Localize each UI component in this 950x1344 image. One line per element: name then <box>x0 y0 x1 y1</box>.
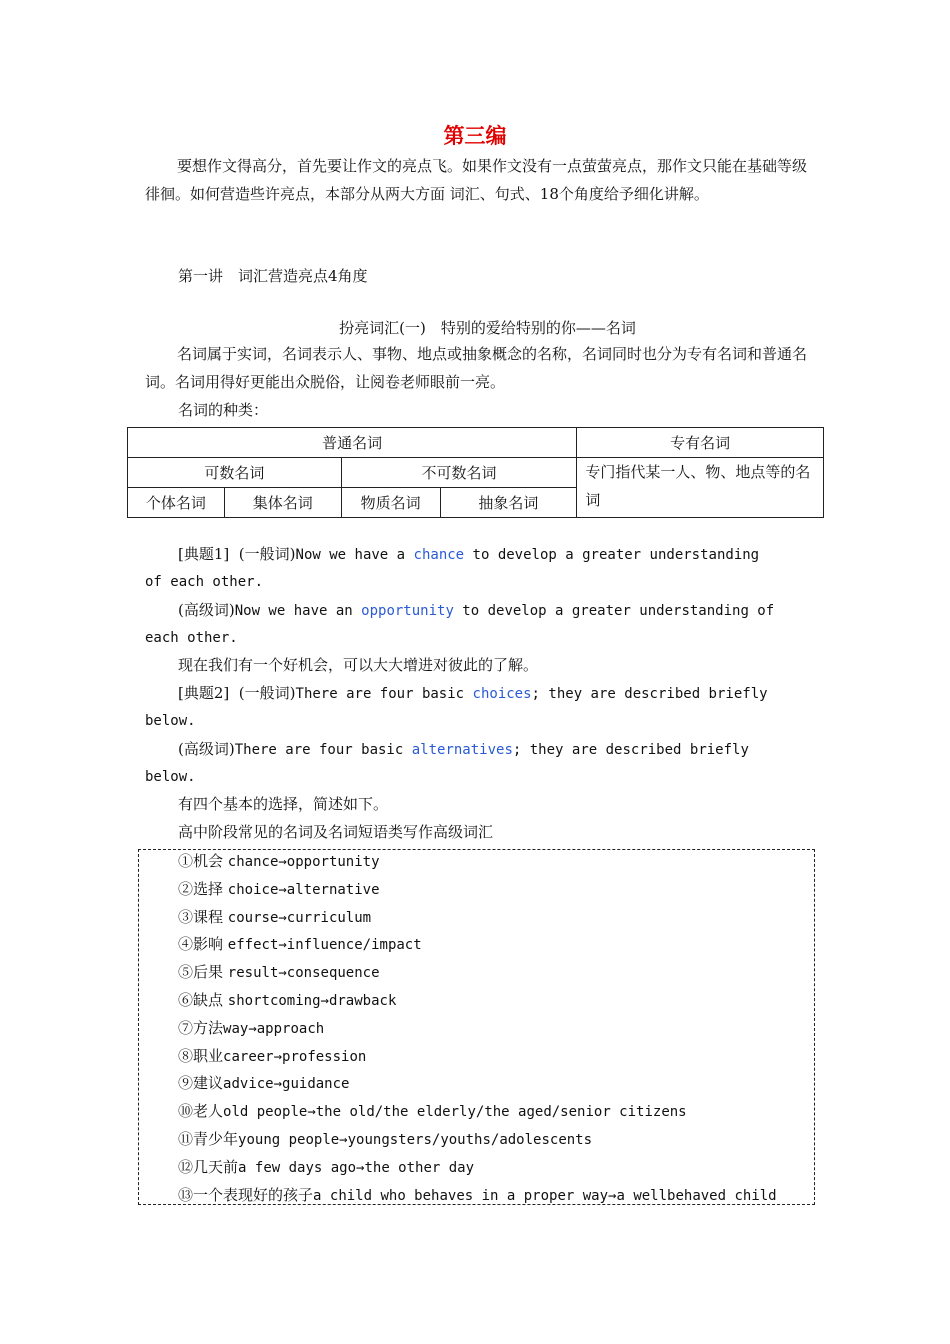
vocab-number: ⑨ <box>178 1074 194 1093</box>
table-cell-common: 普通名词 <box>128 428 577 458</box>
vocab-english: career→profession <box>223 1048 367 1065</box>
vocab-number: ⑩ <box>178 1102 194 1121</box>
advanced-tag: (高级词) <box>178 601 235 619</box>
vocab-item <box>178 1129 592 1150</box>
sentence-part: There are four basic <box>295 686 473 702</box>
vocab-number: ⑥ <box>178 991 194 1009</box>
vocab-heading: 高中阶段常见的名词及名词短语类写作高级词汇 <box>178 823 494 841</box>
example-1-general-cont: of each other. <box>145 574 264 590</box>
vocab-english: advice→guidance <box>223 1076 350 1093</box>
vocab-item <box>178 851 380 872</box>
highlight-word: choices <box>472 686 532 702</box>
general-tag: (一般词) <box>238 684 296 702</box>
vocab-english: effect→influence/impact <box>227 937 422 954</box>
table-cell-material: 物质名词 <box>341 488 440 518</box>
vocab-chinese: 课程 <box>193 907 228 926</box>
vocab-item <box>178 1073 349 1094</box>
vocab-chinese: 一个表现好的孩子 <box>193 1185 314 1204</box>
vocab-english: shortcoming→drawback <box>227 993 397 1009</box>
vocab-item <box>178 1185 777 1206</box>
example-1-translation: 现在我们有一个好机会，可以大大增进对彼此的了解。 <box>178 656 539 674</box>
highlight-word: opportunity <box>361 603 454 619</box>
vocab-english: a few days ago→the other day <box>238 1159 475 1176</box>
vocab-number: ② <box>178 879 194 898</box>
vocab-english: young people→youngsters/youths/adolescents <box>238 1132 593 1148</box>
vocab-chinese: 方法 <box>193 1018 224 1037</box>
sentence-part: to develop a greater understanding of <box>453 603 775 619</box>
vocab-chinese: 机会 <box>193 852 228 870</box>
vocab-english: way→approach <box>223 1020 325 1037</box>
vocab-item <box>178 1018 324 1039</box>
vocab-number: ④ <box>178 935 194 954</box>
vocab-number: ⑬ <box>178 1185 194 1204</box>
table-cell-uncountable: 不可数名词 <box>341 458 577 488</box>
vocab-chinese: 选择 <box>193 879 228 898</box>
example-1-general <box>178 540 759 569</box>
vocab-item <box>178 879 380 900</box>
example-2-general-cont: below. <box>145 713 196 729</box>
vocab-item <box>178 907 371 928</box>
example-2-advanced <box>178 735 749 764</box>
sentence-part: ; they are described briefly <box>512 742 749 758</box>
example-2-advanced-cont: below. <box>145 769 196 785</box>
vocab-chinese: 老人 <box>193 1102 224 1121</box>
vocab-english: course→curriculum <box>227 909 372 926</box>
vocab-chinese: 几天前 <box>193 1157 239 1176</box>
lecture-heading: 第一讲 词汇营造亮点4角度 <box>178 267 368 285</box>
vocab-number: ① <box>178 852 194 870</box>
highlight-word: chance <box>413 547 465 563</box>
table-cell-proper-desc: 专门指代某一人、物、地点等的名词 <box>577 458 824 518</box>
vocab-english: a child who behaves in a proper way→a wellbehaved child <box>313 1187 777 1204</box>
vocab-english: chance→opportunity <box>227 854 380 870</box>
vocab-number: ⑤ <box>178 963 194 982</box>
page-title: 第三编 <box>443 123 507 148</box>
vocab-item <box>178 962 380 983</box>
vocab-english: result→consequence <box>227 965 380 982</box>
vocab-english: old people→the old/the elderly/the aged/senior citizens <box>223 1104 687 1121</box>
sentence-part: to develop a greater understanding <box>464 547 760 563</box>
general-tag: (一般词) <box>238 545 296 563</box>
sentence-part: Now we have an <box>234 603 362 619</box>
table-cell-proper: 专有名词 <box>577 428 824 458</box>
example-label: [典题1] <box>178 545 230 563</box>
sentence-part: Now we have a <box>295 547 414 563</box>
highlight-word: alternatives <box>411 742 513 758</box>
vocab-item <box>178 934 422 955</box>
vocab-number: ③ <box>178 907 194 926</box>
example-label: [典题2] <box>178 684 230 702</box>
vocab-chinese: 后果 <box>193 963 228 982</box>
example-1-advanced-cont: each other. <box>145 630 238 646</box>
table-cell-countable: 可数名词 <box>128 458 342 488</box>
vocab-number: ⑦ <box>178 1018 194 1037</box>
vocab-item <box>178 990 396 1011</box>
vocab-number: ⑪ <box>178 1130 194 1148</box>
vocab-english: choice→alternative <box>227 881 380 898</box>
vocab-number: ⑫ <box>178 1157 194 1176</box>
table-cell-individual: 个体名词 <box>128 488 225 518</box>
vocab-item <box>178 1157 474 1178</box>
noun-types-table <box>127 427 824 518</box>
sentence-part: There are four basic <box>234 742 412 758</box>
vocab-chinese: 缺点 <box>193 991 228 1009</box>
table-cell-collective: 集体名词 <box>224 488 341 518</box>
vocab-chinese: 建议 <box>193 1074 224 1093</box>
example-2-general <box>178 679 768 708</box>
example-1-advanced <box>178 596 774 625</box>
vocab-item <box>178 1101 687 1122</box>
sentence-part: ; they are described briefly <box>531 686 768 702</box>
vocab-item <box>178 1046 366 1067</box>
vocab-number: ⑧ <box>178 1046 194 1065</box>
intro-paragraph: 要想作文得高分，首先要让作文的亮点飞。如果作文没有一点萤萤亮点，那作文只能在基础等级徘徊。如何营造些许亮点，本部分从两大方面 词汇、句式、18个角度给予细化讲解。 <box>145 157 808 203</box>
vocab-chinese: 职业 <box>193 1046 224 1065</box>
vocab-chinese: 青少年 <box>193 1130 239 1148</box>
vocab-chinese: 影响 <box>193 935 228 954</box>
section-heading: 扮亮词汇(一) 特别的爱给特别的你——名词 <box>339 319 636 337</box>
advanced-tag: (高级词) <box>178 740 235 758</box>
noun-types-label: 名词的种类： <box>178 401 269 419</box>
noun-intro-paragraph: 名词属于实词，名词表示人、事物、地点或抽象概念的名称，名词同时也分为专有名词和普通名词。名词用得好更能出众脱俗，让阅卷老师眼前一亮。 <box>145 345 808 391</box>
table-cell-abstract: 抽象名词 <box>440 488 577 518</box>
example-2-translation: 有四个基本的选择，简述如下。 <box>178 795 389 813</box>
